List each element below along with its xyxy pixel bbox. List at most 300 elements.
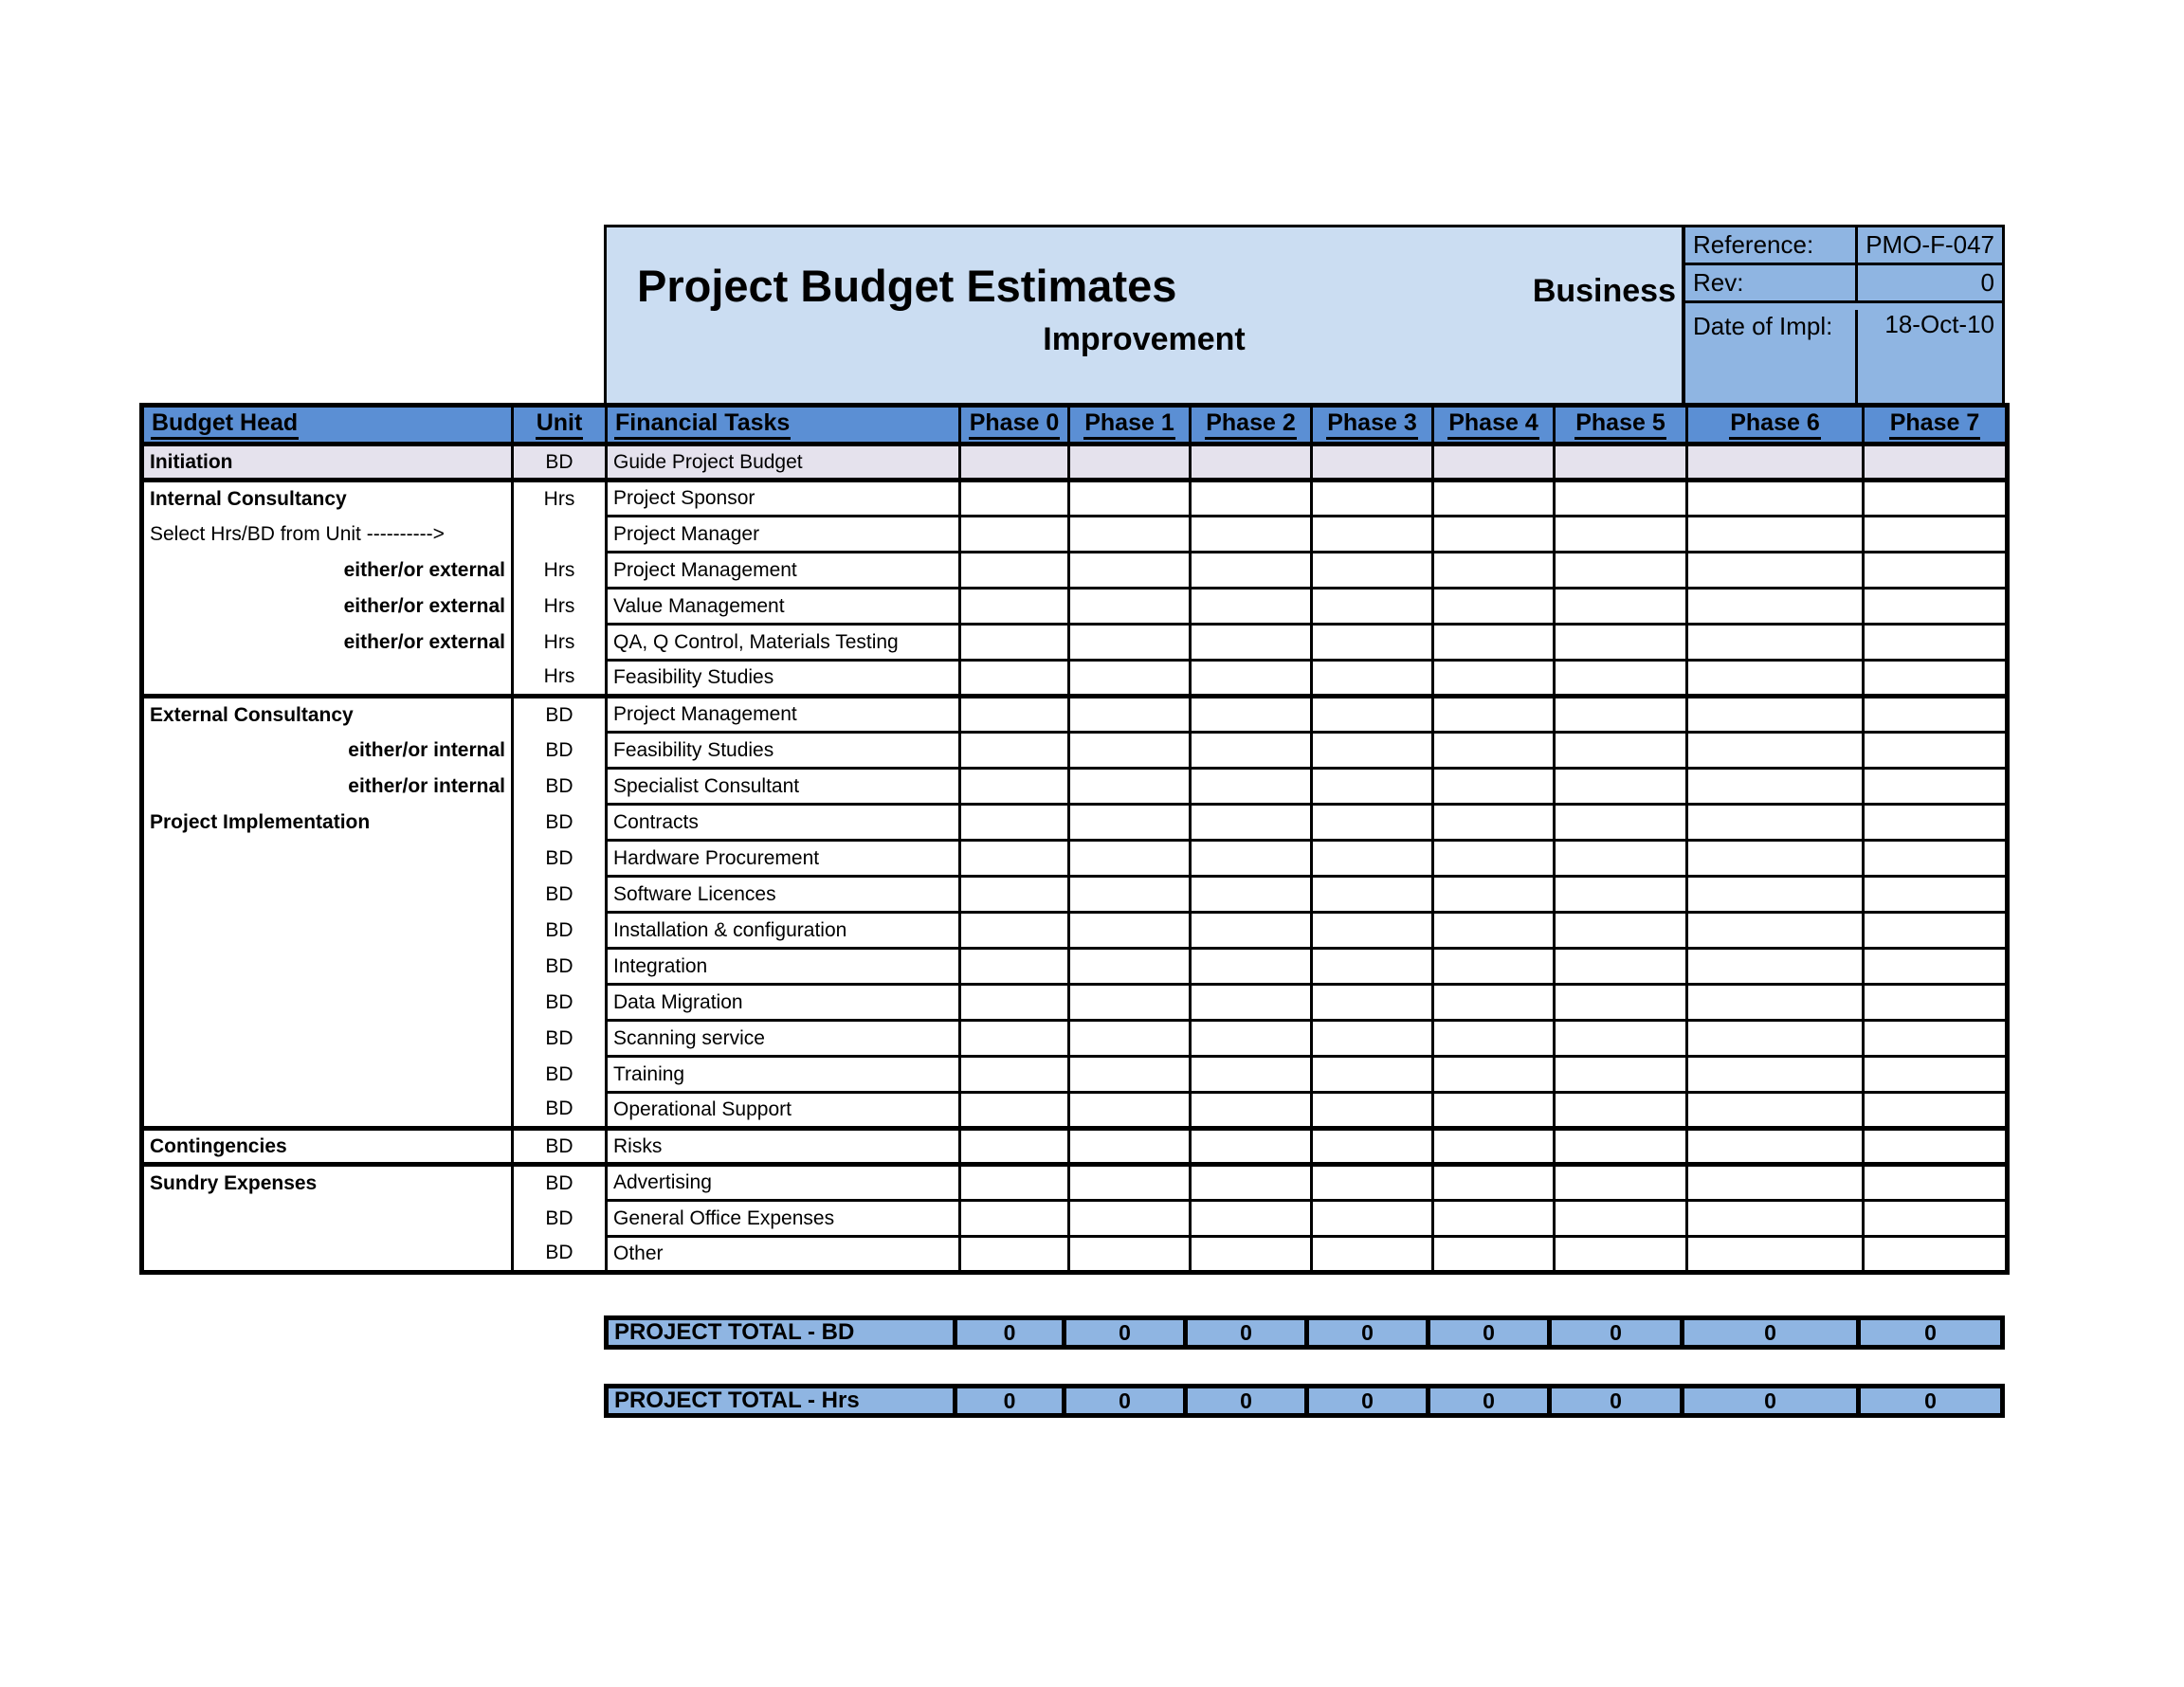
total-value-cell: 0 <box>1062 1384 1188 1418</box>
financial-task-cell: Value Management <box>607 589 960 625</box>
unit-cell[interactable]: Hrs <box>513 625 607 661</box>
phase-cell[interactable] <box>1687 1093 1864 1129</box>
total-value-cell: 0 <box>1183 1315 1309 1350</box>
phase-cell[interactable] <box>1433 949 1555 985</box>
phase-cell[interactable] <box>1312 1093 1433 1129</box>
phase-cell[interactable] <box>1687 1201 1864 1237</box>
phase-cell[interactable] <box>1433 1165 1555 1201</box>
financial-task-cell: Feasibility Studies <box>607 733 960 769</box>
phase-cell[interactable] <box>1555 877 1687 913</box>
phase-cell[interactable] <box>1864 985 2008 1021</box>
budget-head-cell <box>142 1237 513 1273</box>
phase-cell[interactable] <box>960 697 1069 733</box>
phase-cell[interactable] <box>1687 841 1864 877</box>
phase-cell[interactable] <box>1433 661 1555 697</box>
phase-cell[interactable] <box>1555 949 1687 985</box>
phase-cell[interactable] <box>960 1129 1069 1165</box>
phase-cell[interactable] <box>1687 949 1864 985</box>
phase-cell[interactable] <box>1555 625 1687 661</box>
total-value-cell: 0 <box>1426 1315 1552 1350</box>
unit-cell[interactable]: BD <box>513 877 607 913</box>
unit-cell[interactable]: BD <box>513 1093 607 1129</box>
financial-task-cell: Project Management <box>607 697 960 733</box>
phase-cell[interactable] <box>1433 589 1555 625</box>
phase-cell[interactable] <box>1433 841 1555 877</box>
phase-cell[interactable] <box>1191 661 1312 697</box>
column-header-budget-head: Budget Head <box>142 406 513 444</box>
unit-cell[interactable]: BD <box>513 1201 607 1237</box>
budget-head-cell <box>142 877 513 913</box>
unit-cell[interactable]: BD <box>513 444 607 481</box>
phase-cell[interactable] <box>1191 769 1312 805</box>
phase-cell[interactable] <box>1312 913 1433 949</box>
table-row <box>142 589 2008 625</box>
phase-cell[interactable] <box>1069 517 1191 553</box>
phase-cell[interactable] <box>1864 481 2008 517</box>
phase-cell[interactable] <box>1864 877 2008 913</box>
phase-cell[interactable] <box>960 1093 1069 1129</box>
unit-cell[interactable]: Hrs <box>513 589 607 625</box>
table-row <box>142 1165 2008 1201</box>
phase-cell[interactable] <box>1864 733 2008 769</box>
phase-cell[interactable] <box>1864 841 2008 877</box>
phase-cell[interactable] <box>1069 444 1191 481</box>
phase-cell[interactable] <box>1687 769 1864 805</box>
phase-cell[interactable] <box>960 877 1069 913</box>
financial-task-cell: QA, Q Control, Materials Testing <box>607 625 960 661</box>
total-value-cell: 0 <box>953 1384 1066 1418</box>
phase-cell[interactable] <box>1433 1129 1555 1165</box>
phase-cell[interactable] <box>1687 1165 1864 1201</box>
budget-head-cell: Project Implementation <box>142 805 513 841</box>
phase-cell[interactable] <box>1069 481 1191 517</box>
phase-cell[interactable] <box>960 1201 1069 1237</box>
phase-cell[interactable] <box>1312 877 1433 913</box>
table-row <box>142 877 2008 913</box>
phase-cell[interactable] <box>1687 913 1864 949</box>
phase-cell[interactable] <box>1864 1201 2008 1237</box>
project-total-bd-values <box>957 1315 2005 1350</box>
phase-cell[interactable] <box>1069 625 1191 661</box>
phase-cell[interactable] <box>1864 1021 2008 1057</box>
phase-cell[interactable] <box>1312 841 1433 877</box>
subtitle-business: Business <box>1532 273 1676 309</box>
phase-cell[interactable] <box>1069 913 1191 949</box>
financial-task-cell: Risks <box>607 1129 960 1165</box>
phase-cell[interactable] <box>1864 697 2008 733</box>
phase-cell[interactable] <box>1433 1057 1555 1093</box>
phase-cell[interactable] <box>1191 1093 1312 1129</box>
table-row <box>142 949 2008 985</box>
financial-task-cell: Software Licences <box>607 877 960 913</box>
total-value-cell: 0 <box>1680 1315 1861 1350</box>
table-row <box>142 517 2008 553</box>
phase-cell[interactable] <box>1191 877 1312 913</box>
phase-cell[interactable] <box>1312 589 1433 625</box>
phase-cell[interactable] <box>1864 661 2008 697</box>
phase-cell[interactable] <box>1069 985 1191 1021</box>
unit-cell[interactable] <box>513 517 607 553</box>
financial-task-cell: Project Management <box>607 553 960 589</box>
unit-cell[interactable]: BD <box>513 1021 607 1057</box>
phase-cell[interactable] <box>1555 913 1687 949</box>
phase-cell[interactable] <box>1312 1129 1433 1165</box>
unit-cell[interactable]: BD <box>513 985 607 1021</box>
phase-cell[interactable] <box>1864 1057 2008 1093</box>
unit-cell[interactable]: BD <box>513 1237 607 1273</box>
budget-head-cell <box>142 913 513 949</box>
financial-task-cell: Operational Support <box>607 1093 960 1129</box>
financial-task-cell: Contracts <box>607 805 960 841</box>
phase-cell[interactable] <box>1069 589 1191 625</box>
phase-cell[interactable] <box>1555 1021 1687 1057</box>
project-total-bd-row <box>604 1315 2005 1350</box>
phase-cell[interactable] <box>1433 733 1555 769</box>
column-header-unit: Unit <box>513 406 607 444</box>
phase-cell[interactable] <box>960 589 1069 625</box>
phase-cell[interactable] <box>1433 1021 1555 1057</box>
phase-cell[interactable] <box>1069 733 1191 769</box>
phase-cell[interactable] <box>1864 553 2008 589</box>
phase-cell[interactable] <box>1433 517 1555 553</box>
phase-cell[interactable] <box>1864 1093 2008 1129</box>
phase-cell[interactable] <box>1864 625 2008 661</box>
phase-cell[interactable] <box>1433 769 1555 805</box>
phase-cell[interactable] <box>1312 1021 1433 1057</box>
phase-cell[interactable] <box>1555 841 1687 877</box>
table-row <box>142 805 2008 841</box>
phase-cell[interactable] <box>960 841 1069 877</box>
date-of-impl-label: Date of Impl: <box>1685 310 1858 403</box>
phase-cell[interactable] <box>1312 481 1433 517</box>
phase-cell[interactable] <box>1433 625 1555 661</box>
phase-cell[interactable] <box>1312 1237 1433 1273</box>
title-text-area <box>607 227 1682 403</box>
budget-head-cell: Sundry Expenses <box>142 1165 513 1201</box>
phase-cell[interactable] <box>1555 444 1687 481</box>
unit-cell[interactable]: BD <box>513 949 607 985</box>
total-value-cell: 0 <box>1183 1384 1309 1418</box>
phase-cell[interactable] <box>1191 1165 1312 1201</box>
phase-cell[interactable] <box>1864 1165 2008 1201</box>
unit-cell[interactable]: BD <box>513 1129 607 1165</box>
title-block <box>604 225 2005 403</box>
phase-cell[interactable] <box>1555 697 1687 733</box>
phase-cell[interactable] <box>1433 985 1555 1021</box>
total-value-cell: 0 <box>1304 1384 1430 1418</box>
phase-cell[interactable] <box>1191 1237 1312 1273</box>
phase-cell[interactable] <box>1687 1021 1864 1057</box>
phase-cell[interactable] <box>1687 553 1864 589</box>
phase-cell[interactable] <box>960 985 1069 1021</box>
phase-cell[interactable] <box>1312 1201 1433 1237</box>
table-row <box>142 1129 2008 1165</box>
financial-task-cell: Other <box>607 1237 960 1273</box>
phase-cell[interactable] <box>1687 1129 1864 1165</box>
phase-cell[interactable] <box>1433 553 1555 589</box>
phase-cell[interactable] <box>960 1021 1069 1057</box>
total-value-cell: 0 <box>1547 1315 1684 1350</box>
total-value-cell: 0 <box>953 1315 1066 1350</box>
phase-cell[interactable] <box>1312 769 1433 805</box>
phase-cell[interactable] <box>960 1057 1069 1093</box>
phase-cell[interactable] <box>1433 913 1555 949</box>
phase-cell[interactable] <box>1069 805 1191 841</box>
phase-cell[interactable] <box>1687 481 1864 517</box>
phase-cell[interactable] <box>960 625 1069 661</box>
phase-cell[interactable] <box>1687 733 1864 769</box>
phase-cell[interactable] <box>1191 1201 1312 1237</box>
phase-cell[interactable] <box>1312 949 1433 985</box>
phase-cell[interactable] <box>1687 625 1864 661</box>
unit-cell[interactable]: BD <box>513 733 607 769</box>
phase-cell[interactable] <box>1191 1129 1312 1165</box>
table-row <box>142 1237 2008 1273</box>
phase-cell[interactable] <box>1312 697 1433 733</box>
financial-task-cell: Specialist Consultant <box>607 769 960 805</box>
budget-head-cell: Initiation <box>142 444 513 481</box>
column-header-phase-0: Phase 0 <box>960 406 1069 444</box>
phase-cell[interactable] <box>1191 1057 1312 1093</box>
total-value-cell: 0 <box>1856 1384 2005 1418</box>
phase-cell[interactable] <box>1864 1129 2008 1165</box>
budget-head-cell <box>142 1201 513 1237</box>
project-total-hrs-label: PROJECT TOTAL - Hrs <box>604 1384 957 1418</box>
unit-cell[interactable]: Hrs <box>513 661 607 697</box>
budget-head-cell <box>142 985 513 1021</box>
phase-cell[interactable] <box>1555 769 1687 805</box>
phase-cell[interactable] <box>1864 949 2008 985</box>
rev-value: 0 <box>1980 268 1994 297</box>
total-value-cell: 0 <box>1062 1315 1188 1350</box>
column-header-phase-6: Phase 6 <box>1687 406 1864 444</box>
phase-cell[interactable] <box>960 517 1069 553</box>
phase-cell[interactable] <box>1069 553 1191 589</box>
budget-head-cell: either/or external <box>142 553 513 589</box>
phase-cell[interactable] <box>1555 985 1687 1021</box>
page-title: Project Budget Estimates <box>637 261 1177 311</box>
phase-cell[interactable] <box>1191 733 1312 769</box>
phase-cell[interactable] <box>1312 985 1433 1021</box>
phase-cell[interactable] <box>960 553 1069 589</box>
phase-cell[interactable] <box>1069 1129 1191 1165</box>
budget-head-cell: Select Hrs/BD from Unit ----------> <box>142 517 513 553</box>
budget-head-cell <box>142 1093 513 1129</box>
phase-cell[interactable] <box>1312 625 1433 661</box>
unit-cell[interactable]: BD <box>513 913 607 949</box>
table-row <box>142 985 2008 1021</box>
financial-task-cell: Feasibility Studies <box>607 661 960 697</box>
table-row <box>142 913 2008 949</box>
phase-cell[interactable] <box>1069 1201 1191 1237</box>
phase-cell[interactable] <box>1069 769 1191 805</box>
phase-cell[interactable] <box>1191 805 1312 841</box>
phase-cell[interactable] <box>1312 553 1433 589</box>
phase-cell[interactable] <box>1687 805 1864 841</box>
financial-task-cell: General Office Expenses <box>607 1201 960 1237</box>
rev-row <box>1685 265 2002 303</box>
phase-cell[interactable] <box>1312 444 1433 481</box>
phase-cell[interactable] <box>1555 1237 1687 1273</box>
unit-cell[interactable]: BD <box>513 1165 607 1201</box>
budget-head-cell <box>142 949 513 985</box>
phase-cell[interactable] <box>1687 661 1864 697</box>
rev-label: Rev: <box>1685 265 1858 300</box>
phase-cell[interactable] <box>1312 1165 1433 1201</box>
phase-cell[interactable] <box>1191 913 1312 949</box>
phase-cell[interactable] <box>1687 589 1864 625</box>
column-header-phase-2: Phase 2 <box>1191 406 1312 444</box>
phase-cell[interactable] <box>1433 805 1555 841</box>
phase-cell[interactable] <box>1555 589 1687 625</box>
budget-head-cell: either/or external <box>142 589 513 625</box>
phase-cell[interactable] <box>1069 1165 1191 1201</box>
phase-cell[interactable] <box>1069 1057 1191 1093</box>
phase-cell[interactable] <box>1069 697 1191 733</box>
budget-head-cell <box>142 1021 513 1057</box>
phase-cell[interactable] <box>1864 1237 2008 1273</box>
phase-cell[interactable] <box>1864 444 2008 481</box>
phase-cell[interactable] <box>1687 517 1864 553</box>
reference-label: Reference: <box>1685 227 1858 263</box>
phase-cell[interactable] <box>960 444 1069 481</box>
total-value-cell: 0 <box>1304 1315 1430 1350</box>
unit-cell[interactable]: Hrs <box>513 481 607 517</box>
phase-cell[interactable] <box>1555 1093 1687 1129</box>
unit-cell[interactable]: BD <box>513 697 607 733</box>
phase-cell[interactable] <box>1555 1165 1687 1201</box>
phase-cell[interactable] <box>1312 1057 1433 1093</box>
phase-cell[interactable] <box>1191 481 1312 517</box>
phase-cell[interactable] <box>960 1165 1069 1201</box>
unit-cell[interactable]: BD <box>513 769 607 805</box>
phase-cell[interactable] <box>1433 481 1555 517</box>
column-header-phase-7: Phase 7 <box>1864 406 2008 444</box>
table-row <box>142 733 2008 769</box>
phase-cell[interactable] <box>1069 1237 1191 1273</box>
phase-cell[interactable] <box>960 805 1069 841</box>
phase-cell[interactable] <box>1433 1237 1555 1273</box>
phase-cell[interactable] <box>1312 661 1433 697</box>
phase-cell[interactable] <box>1191 517 1312 553</box>
phase-cell[interactable] <box>960 661 1069 697</box>
phase-cell[interactable] <box>1312 805 1433 841</box>
phase-cell[interactable] <box>1069 1021 1191 1057</box>
phase-cell[interactable] <box>960 913 1069 949</box>
budget-head-cell <box>142 1057 513 1093</box>
phase-cell[interactable] <box>960 481 1069 517</box>
phase-cell[interactable] <box>1687 444 1864 481</box>
column-header-phase-5: Phase 5 <box>1555 406 1687 444</box>
unit-cell[interactable]: BD <box>513 805 607 841</box>
phase-cell[interactable] <box>1191 697 1312 733</box>
phase-cell[interactable] <box>1555 1057 1687 1093</box>
table-header-row <box>142 406 2008 444</box>
reference-value: PMO-F-047 <box>1866 230 1994 259</box>
date-of-impl-value: 18-Oct-10 <box>1884 310 1994 338</box>
table-row <box>142 444 2008 481</box>
project-total-bd-label: PROJECT TOTAL - BD <box>604 1315 957 1350</box>
phase-cell[interactable] <box>1312 733 1433 769</box>
financial-task-cell: Guide Project Budget <box>607 444 960 481</box>
phase-cell[interactable] <box>1312 517 1433 553</box>
unit-cell[interactable]: Hrs <box>513 553 607 589</box>
phase-cell[interactable] <box>1069 841 1191 877</box>
reference-row <box>1685 227 2002 265</box>
phase-cell[interactable] <box>960 949 1069 985</box>
total-value-cell: 0 <box>1426 1384 1552 1418</box>
budget-head-cell: either/or internal <box>142 769 513 805</box>
phase-cell[interactable] <box>1069 949 1191 985</box>
phase-cell[interactable] <box>1433 877 1555 913</box>
phase-cell[interactable] <box>1069 661 1191 697</box>
phase-cell[interactable] <box>1555 553 1687 589</box>
phase-cell[interactable] <box>1687 1237 1864 1273</box>
phase-cell[interactable] <box>1864 805 2008 841</box>
phase-cell[interactable] <box>1433 1201 1555 1237</box>
phase-cell[interactable] <box>1864 769 2008 805</box>
phase-cell[interactable] <box>1191 1021 1312 1057</box>
table-row <box>142 697 2008 733</box>
phase-cell[interactable] <box>1864 913 2008 949</box>
phase-cell[interactable] <box>1191 949 1312 985</box>
phase-cell[interactable] <box>1864 589 2008 625</box>
phase-cell[interactable] <box>1555 481 1687 517</box>
column-header-phase-3: Phase 3 <box>1312 406 1433 444</box>
budget-head-cell: External Consultancy <box>142 697 513 733</box>
phase-cell[interactable] <box>1687 985 1864 1021</box>
phase-cell[interactable] <box>1433 444 1555 481</box>
total-value-cell: 0 <box>1856 1315 2005 1350</box>
phase-cell[interactable] <box>1555 733 1687 769</box>
phase-cell[interactable] <box>1555 661 1687 697</box>
phase-cell[interactable] <box>1864 517 2008 553</box>
phase-cell[interactable] <box>1191 444 1312 481</box>
phase-cell[interactable] <box>1433 1093 1555 1129</box>
phase-cell[interactable] <box>1191 625 1312 661</box>
phase-cell[interactable] <box>960 733 1069 769</box>
project-total-hrs-values <box>957 1384 2005 1418</box>
phase-cell[interactable] <box>960 769 1069 805</box>
phase-cell[interactable] <box>1069 1093 1191 1129</box>
phase-cell[interactable] <box>1687 697 1864 733</box>
column-header-phase-1: Phase 1 <box>1069 406 1191 444</box>
phase-cell[interactable] <box>1191 589 1312 625</box>
financial-task-cell: Advertising <box>607 1165 960 1201</box>
financial-task-cell: Project Manager <box>607 517 960 553</box>
phase-cell[interactable] <box>1433 697 1555 733</box>
unit-cell[interactable]: BD <box>513 841 607 877</box>
unit-cell[interactable]: BD <box>513 1057 607 1093</box>
phase-cell[interactable] <box>1687 1057 1864 1093</box>
phase-cell[interactable] <box>1555 805 1687 841</box>
table-row <box>142 769 2008 805</box>
phase-cell[interactable] <box>1191 985 1312 1021</box>
table-row <box>142 1057 2008 1093</box>
phase-cell[interactable] <box>1191 553 1312 589</box>
table-row <box>142 841 2008 877</box>
phase-cell[interactable] <box>1555 1201 1687 1237</box>
financial-task-cell: Hardware Procurement <box>607 841 960 877</box>
phase-cell[interactable] <box>1191 841 1312 877</box>
phase-cell[interactable] <box>960 1237 1069 1273</box>
budget-head-cell: Contingencies <box>142 1129 513 1165</box>
phase-cell[interactable] <box>1555 1129 1687 1165</box>
budget-head-cell <box>142 841 513 877</box>
phase-cell[interactable] <box>1555 517 1687 553</box>
phase-cell[interactable] <box>1687 877 1864 913</box>
phase-cell[interactable] <box>1069 877 1191 913</box>
